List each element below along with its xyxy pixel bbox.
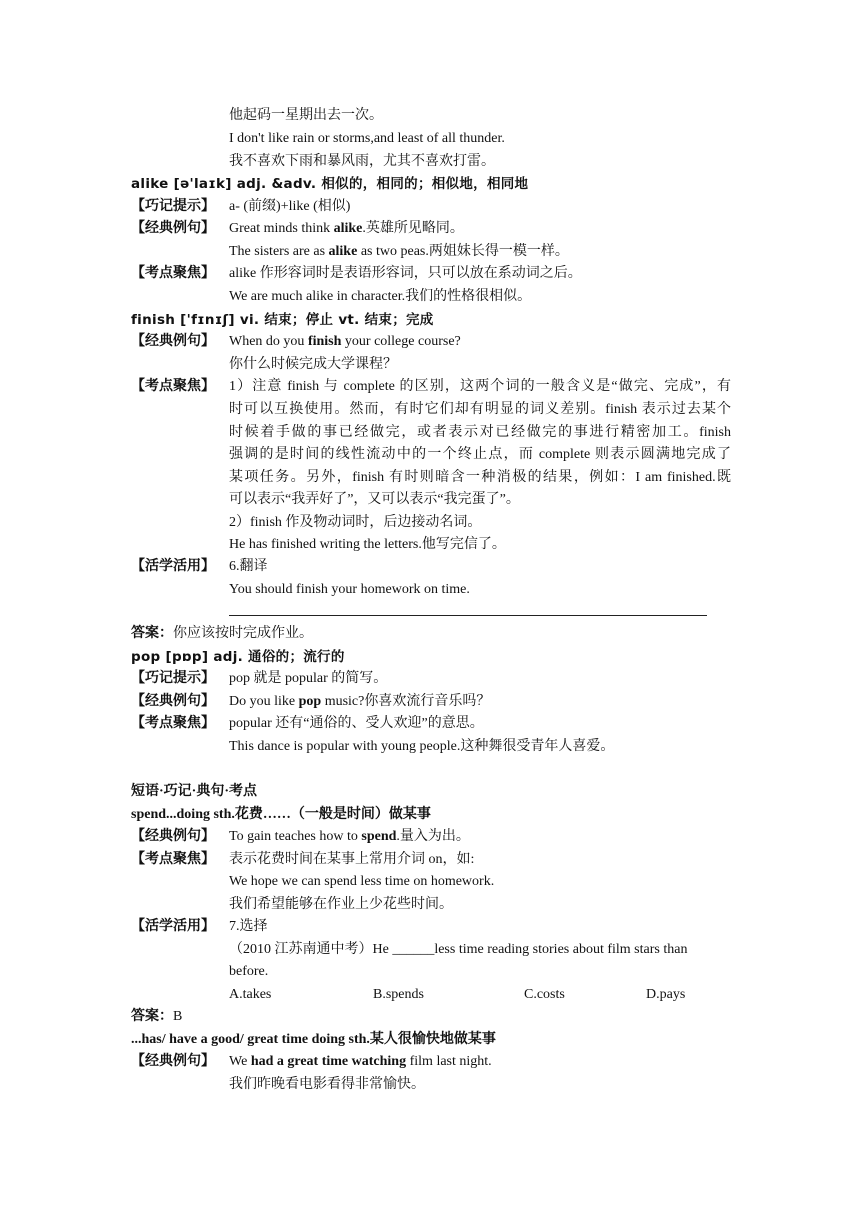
headword-alike: alike [ə'laɪk] adj. &adv. 相似的，相同的；相似地，相同地	[131, 176, 529, 192]
option-d: D.pays	[646, 987, 686, 1002]
section-title: 短语·巧记·典句·考点	[131, 784, 258, 799]
practice-tag: 【活学活用】	[131, 559, 215, 574]
practice-text: You should finish your homework on time.	[229, 582, 470, 597]
example-sentence: The sisters are as alike as two peas.两姐妹长得一模一样。	[229, 244, 569, 259]
focus-text: 表示花费时间在某事上常用介词 on，如:	[229, 852, 475, 867]
focus-text: He has finished writing the letters.他写完信了。	[229, 537, 506, 552]
focus-text: 强调的是时间的线性流动中的一个终止点，而 complete 则表示圆满地完成了	[229, 447, 731, 462]
focus-tag: 【考点聚焦】	[131, 852, 215, 867]
option-a: A.takes	[229, 987, 272, 1002]
example-sentence: To gain teaches how to spend.量入为出。	[229, 829, 470, 844]
text-line: 他起码一星期出去一次。	[229, 108, 383, 123]
text-line: 我不喜欢下雨和暴风雨，尤其不喜欢打雷。	[229, 154, 495, 169]
answer: 答案：你应该按时完成作业。	[131, 626, 313, 641]
focus-text: We hope we can spend less time on homework.	[229, 874, 495, 889]
example-sentence: We had a great time watching film last night.	[229, 1054, 492, 1069]
example-translation: 我们昨晚看电影看得非常愉快。	[229, 1077, 425, 1092]
headword-finish: finish ['fɪnɪʃ] vi. 结束；停止 vt. 结束；完成	[131, 312, 434, 328]
example-tag: 【经典例句】	[131, 1054, 215, 1069]
focus-text: popular 还有“通俗的、受人欢迎”的意思。	[229, 716, 484, 731]
focus-text: 1）注意 finish 与 complete 的区别，这两个词的一般含义是“做完、完成”，有	[229, 379, 731, 394]
focus-tag: 【考点聚焦】	[131, 266, 215, 281]
example-tag: 【经典例句】	[131, 694, 215, 709]
example-tag: 【经典例句】	[131, 829, 215, 844]
focus-text: This dance is popular with young people.这种舞很受青年人喜爱。	[229, 739, 615, 754]
example-sentence: Great minds think alike.英雄所见略同。	[229, 221, 464, 236]
focus-text: 某项任务。另外，finish 有时则暗含一种消极的结果，例如：I am finished.既	[229, 470, 731, 485]
option-c: C.costs	[524, 987, 565, 1002]
focus-tag: 【考点聚焦】	[131, 379, 215, 394]
answer-line	[229, 615, 707, 616]
example-tag: 【经典例句】	[131, 221, 215, 236]
tip-tag: 【巧记提示】	[131, 671, 215, 686]
focus-text: alike 作形容词时是表语形容词，只可以放在系动词之后。	[229, 266, 582, 281]
focus-text: We are much alike in character.我们的性格很相似。	[229, 289, 532, 304]
focus-text: 我们希望能够在作业上少花些时间。	[229, 897, 453, 912]
example-tag: 【经典例句】	[131, 334, 215, 349]
example-sentence: Do you like pop music?你喜欢流行音乐吗？	[229, 694, 491, 709]
tip-tag: 【巧记提示】	[131, 199, 215, 214]
practice-tag: 【活学活用】	[131, 919, 215, 934]
option-b: B.spends	[373, 987, 424, 1002]
answer: 答案：B	[131, 1009, 183, 1024]
focus-text: 2）finish 作及物动词时，后边接动名词。	[229, 515, 482, 530]
question-text: （2010 江苏南通中考）He ______less time reading stories about film stars than	[229, 942, 688, 957]
headword-pop: pop [pɒp] adj. 通俗的；流行的	[131, 649, 345, 665]
focus-tag: 【考点聚焦】	[131, 716, 215, 731]
practice-text: 6.翻译	[229, 559, 268, 574]
focus-text: 可以表示“我弄好了”，又可以表示“我完蛋了”。	[229, 492, 520, 507]
phrase-spend: spend...doing sth.花费……（一般是时间）做某事	[131, 807, 431, 822]
example-translation: 你什么时候完成大学课程？	[229, 357, 397, 372]
practice-text: 7.选择	[229, 919, 268, 934]
tip-text: pop 就是 popular 的简写。	[229, 671, 388, 686]
focus-text: 时候着手做的事已经做完，或者表示对已经做完的事进行精密加工。finish	[229, 425, 731, 440]
question-text: before.	[229, 964, 269, 979]
focus-text: 时可以互换使用。然而，有时它们却有明显的词义差别。finish 表示过去某个	[229, 402, 731, 417]
phrase-good-time: ...has/ have a good/ great time doing sth.某人很愉快地做某事	[131, 1032, 496, 1047]
example-sentence: When do you finish your college course?	[229, 334, 461, 349]
text-line: I don't like rain or storms,and least of all thunder.	[229, 131, 505, 146]
tip-text: a- (前缀)+like (相似)	[229, 199, 351, 214]
